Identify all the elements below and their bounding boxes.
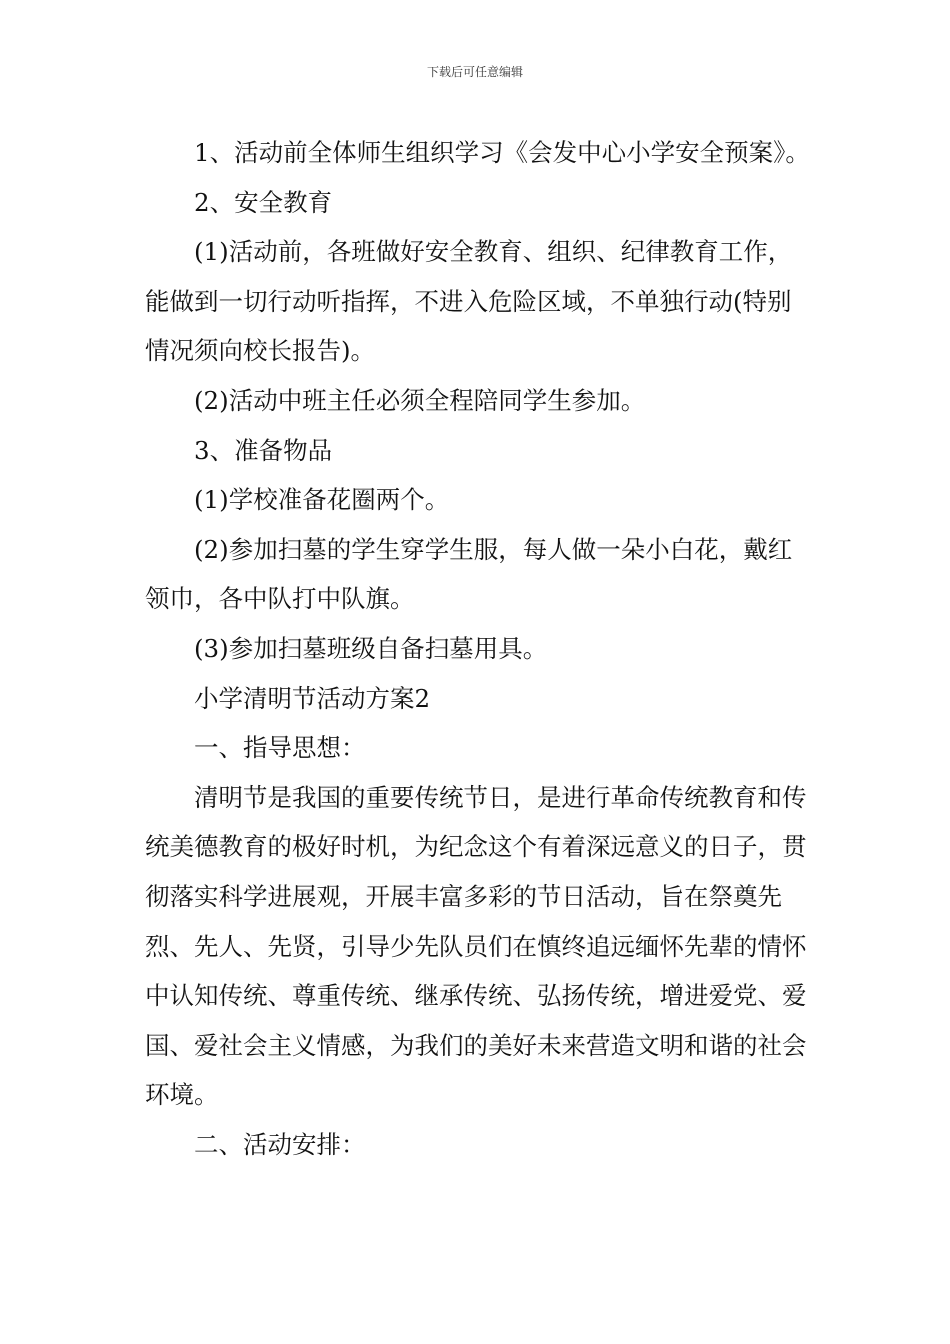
paragraph-safety-during: (2)活动中班主任必须全程陪同学生参加。: [194, 385, 646, 415]
paragraph-plan-title: 小学清明节活动方案2: [194, 683, 431, 713]
paragraph-prepare-wreath: (1)学校准备花圈两个。: [194, 485, 450, 515]
paragraph-guiding-body: 清明节是我国的重要传统节日，是进行革命传统教育和传统美德教育的极好时机，为纪念这个有着深远意义的日子，贯彻落实科学进展观，开展丰富多彩的节日活动，旨在祭奠先烈、先人、先贤，引导少先队员们在慎终追远缅怀先辈的情怀中认知传统、尊重传统、继承传统、弘扬传统，增进爱党、爱国、爱社会主义情感，为我们的美好未来营造文明和谐的社会环境。: [145, 782, 807, 1110]
paragraph-guiding-heading: 一、指导思想：: [194, 733, 366, 763]
paragraph-arrangement-heading: 二、活动安排：: [194, 1129, 366, 1159]
paragraph-study-plan: 1、活动前全体师生组织学习《会发中心小学安全预案》。: [194, 138, 810, 167]
document-body: [145, 128, 810, 1169]
paragraph-prepare-heading: 3、准备物品: [194, 435, 333, 465]
page-header: 下载后可任意编辑: [426, 65, 523, 79]
paragraph-safety-before: (1)活动前，各班做好安全教育、组织、纪律教育工作，能做到一切行动听指挥，不进入危险区域，不单独行动(特别情况须向校长报告)。: [145, 237, 793, 366]
paragraph-prepare-tools: (3)参加扫墓班级自备扫墓用具。: [194, 633, 548, 663]
paragraph-prepare-students: (2)参加扫墓的学生穿学生服，每人做一朵小白花，戴红领巾，各中队打中队旗。: [145, 534, 793, 614]
paragraph-safety-heading: 2、安全教育: [194, 187, 333, 217]
